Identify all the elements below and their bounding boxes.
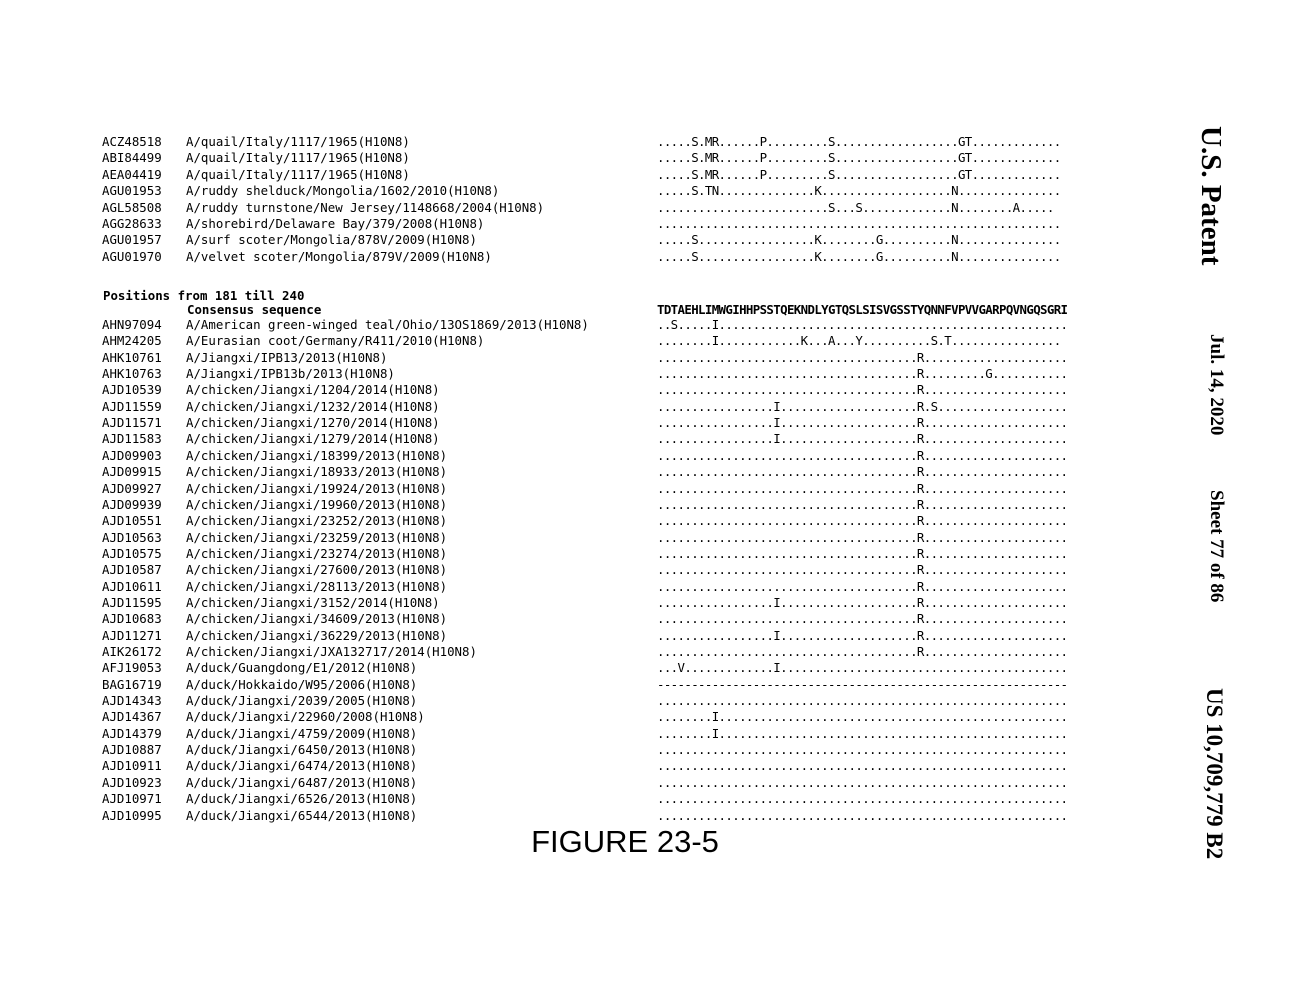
accession-id: AJD09903 [102, 447, 162, 463]
accession-id: AJD10587 [102, 562, 162, 578]
accession-id: AGU01957 [102, 232, 162, 248]
alignment-row [0, 709, 1150, 725]
alignment-row [0, 628, 1150, 644]
strain-name: A/shorebird/Delaware Bay/379/2008(H10N8) [186, 216, 485, 231]
sequence-alignment: .................I....................R..................... [657, 431, 1068, 447]
sequence-alignment: ........I................................................... [657, 725, 1068, 741]
alignment-row [0, 366, 1150, 382]
accession-id: BAG16719 [102, 676, 162, 692]
sequence-alignment: ......................................R.........G........... [657, 366, 1068, 382]
sequence-alignment: ............................................................ [657, 807, 1068, 823]
sequence-alignment: ........................................................... [657, 216, 1061, 231]
alignment-row [0, 448, 1150, 464]
sequence-alignment: ............................................................ [657, 758, 1068, 774]
strain-name: A/chicken/Jiangxi/34609/2013(H10N8) [186, 611, 448, 627]
accession-id: AGU01953 [102, 183, 162, 199]
accession-id: AHK10761 [102, 349, 162, 365]
sequence-alignment: .........................S...S.............N........A..... [657, 199, 1054, 215]
alignment-row [0, 167, 1150, 183]
accession-id: AJD14343 [102, 693, 162, 709]
sequence-alignment: .....S.MR......P.........S..................GT............. [657, 166, 1061, 182]
strain-name: A/chicken/Jiangxi/1232/2014(H10N8) [186, 398, 440, 414]
strain-name: A/quail/Italy/1117/1965(H10N8) [186, 134, 410, 149]
sequence-alignment: ............................................................ [657, 693, 1068, 709]
accession-id: AJD10611 [102, 578, 162, 594]
alignment-row [0, 562, 1150, 578]
strain-name: A/duck/Jiangxi/6474/2013(H10N8) [186, 758, 418, 774]
strain-name: A/duck/Jiangxi/22960/2008(H10N8) [186, 709, 425, 725]
strain-name: A/chicken/Jiangxi/27600/2013(H10N8) [186, 562, 448, 578]
alignment-row [0, 150, 1150, 166]
strain-name: A/chicken/Jiangxi/3152/2014(H10N8) [186, 594, 440, 610]
sequence-alignment: ........I................................................... [657, 709, 1068, 725]
accession-id: AJD10923 [102, 774, 162, 790]
strain-name: A/chicken/Jiangxi/23274/2013(H10N8) [186, 545, 448, 561]
alignment-row [0, 317, 1150, 333]
accession-id: AJD11271 [102, 627, 162, 643]
strain-name: A/duck/Jiangxi/6487/2013(H10N8) [186, 774, 418, 790]
strain-name: A/quail/Italy/1117/1965(H10N8) [186, 150, 410, 166]
accession-id: AJD09927 [102, 480, 162, 496]
consensus-sequence: TDTAEHLIMWGIHHPSSTQEKNDLYGTQSLSISVGSSTYQNNFVPVVGARPQVNGQSGRI [657, 302, 1068, 317]
accession-id: AHM24205 [102, 333, 162, 349]
strain-name: A/chicken/Jiangxi/19924/2013(H10N8) [186, 480, 448, 496]
patent-number: US 10,709,779 B2 [1202, 688, 1227, 860]
accession-id: AJD10575 [102, 545, 162, 561]
strain-name: A/chicken/Jiangxi/19960/2013(H10N8) [186, 496, 448, 512]
strain-name: A/duck/Jiangxi/6544/2013(H10N8) [186, 807, 418, 823]
sequence-alignment: ..S.....I................................................... [657, 317, 1068, 332]
sequence-alignment: ......................................R..................... [657, 529, 1068, 545]
alignment-row [0, 791, 1150, 807]
alignment-row [0, 677, 1150, 693]
strain-name: A/chicken/Jiangxi/JXA132717/2014(H10N8) [186, 644, 477, 659]
accession-id: AGG28633 [102, 216, 162, 231]
accession-id: AFJ19053 [102, 660, 162, 676]
sequence-alignment: ......................................R..................... [657, 349, 1068, 365]
sequence-alignment: .................I....................R..................... [657, 594, 1068, 610]
alignment-row [0, 497, 1150, 513]
accession-id: AJD10563 [102, 529, 162, 545]
sequence-alignment: .....S.TN..............K...................N............... [657, 183, 1061, 199]
section-title: Positions from 181 till 240 [103, 288, 305, 303]
alignment-row [0, 742, 1150, 758]
accession-id: AJD14379 [102, 725, 162, 741]
accession-id: AJD10539 [102, 382, 162, 398]
accession-id: AHN97094 [102, 317, 162, 332]
sequence-alignment: ......................................R..................... [657, 578, 1068, 594]
sequence-alignment: ......................................R..................... [657, 562, 1068, 578]
sequence-alignment: ......................................R..................... [657, 545, 1068, 561]
strain-name: A/Jiangxi/IPB13/2013(H10N8) [186, 349, 388, 365]
sequence-alignment: ............................................................ [657, 791, 1068, 807]
alignment-row [0, 249, 1150, 265]
alignment-row [0, 530, 1150, 546]
accession-id: AIK26172 [102, 644, 162, 659]
alignment-row [0, 399, 1150, 415]
sequence-alignment: .................I....................R.S................... [657, 398, 1068, 414]
alignment-row [0, 611, 1150, 627]
alignment-row [0, 431, 1150, 447]
strain-name: A/chicken/Jiangxi/28113/2013(H10N8) [186, 578, 448, 594]
sequence-alignment: ...V.............I.......................................... [657, 660, 1068, 676]
accession-id: ABI84499 [102, 150, 162, 166]
strain-name: A/ruddy shelduck/Mongolia/1602/2010(H10N8) [186, 183, 500, 199]
strain-name: A/Eurasian coot/Germany/R411/2010(H10N8) [186, 333, 485, 349]
alignment-row [0, 644, 1150, 660]
strain-name: A/chicken/Jiangxi/23252/2013(H10N8) [186, 513, 448, 529]
sequence-alignment: ......................................R..................... [657, 496, 1068, 512]
strain-name: A/chicken/Jiangxi/1204/2014(H10N8) [186, 382, 440, 398]
sequence-alignment: .................I....................R..................... [657, 627, 1068, 643]
strain-name: A/duck/Jiangxi/2039/2005(H10N8) [186, 693, 418, 709]
accession-id: AGL58508 [102, 199, 162, 215]
sequence-alignment: ......................................R..................... [657, 447, 1068, 463]
figure-label: FIGURE 23-5 [531, 824, 719, 859]
alignment-row [0, 134, 1150, 150]
accession-id: AJD14367 [102, 709, 162, 725]
sequence-alignment: .....S.................K........G..........N............... [657, 232, 1061, 248]
patent-date: Jul. 14, 2020 [1206, 334, 1227, 436]
strain-name: A/quail/Italy/1117/1965(H10N8) [186, 166, 410, 182]
strain-name: A/chicken/Jiangxi/36229/2013(H10N8) [186, 627, 448, 643]
accession-id: AJD10995 [102, 807, 162, 823]
accession-id: AGU01970 [102, 248, 162, 264]
strain-name: A/chicken/Jiangxi/1279/2014(H10N8) [186, 431, 440, 447]
accession-id: AHK10763 [102, 366, 162, 382]
sequence-alignment: .................I....................R..................... [657, 415, 1068, 431]
sequence-alignment: ......................................R..................... [657, 513, 1068, 529]
accession-id: AJD11595 [102, 594, 162, 610]
sequence-alignment: ------------------------------------------------------------ [657, 676, 1068, 692]
strain-name: A/chicken/Jiangxi/18933/2013(H10N8) [186, 464, 448, 480]
strain-name: A/Jiangxi/IPB13b/2013(H10N8) [186, 366, 395, 382]
sequence-alignment: ......................................R..................... [657, 611, 1068, 627]
patent-title: U.S. Patent [1195, 126, 1227, 266]
sequence-alignment: ......................................R..................... [657, 480, 1068, 496]
alignment-row [0, 513, 1150, 529]
accession-id: AJD09915 [102, 464, 162, 480]
alignment-row [0, 350, 1150, 366]
alignment-row [0, 232, 1150, 248]
sequence-alignment: ........I............K...A...Y..........S.T................ [657, 333, 1061, 349]
accession-id: ACZ48518 [102, 134, 162, 149]
alignment-row [0, 200, 1150, 216]
sheet-number: Sheet 77 of 86 [1206, 490, 1227, 603]
strain-name: A/duck/Jiangxi/6526/2013(H10N8) [186, 791, 418, 807]
accession-id: AJD09939 [102, 496, 162, 512]
strain-name: A/chicken/Jiangxi/18399/2013(H10N8) [186, 447, 448, 463]
alignment-row [0, 183, 1150, 199]
accession-id: AJD11583 [102, 431, 162, 447]
alignment-row [0, 415, 1150, 431]
accession-id: AJD10971 [102, 791, 162, 807]
accession-id: AJD10683 [102, 611, 162, 627]
alignment-row [0, 333, 1150, 349]
sequence-alignment: .....S.MR......P.........S..................GT............. [657, 134, 1061, 149]
accession-id: AJD11559 [102, 398, 162, 414]
accession-id: AJD10911 [102, 758, 162, 774]
strain-name: A/ruddy turnstone/New Jersey/1148668/2004(H10N8) [186, 199, 545, 215]
alignment-row [0, 775, 1150, 791]
alignment-row [0, 579, 1150, 595]
accession-id: AEA04419 [102, 166, 162, 182]
alignment-row [0, 464, 1150, 480]
alignment-row [0, 216, 1150, 232]
accession-id: AJD11571 [102, 415, 162, 431]
sequence-alignment: .....S.................K........G..........N............... [657, 248, 1061, 264]
alignment-row [0, 481, 1150, 497]
accession-id: AJD10551 [102, 513, 162, 529]
accession-id: AJD10887 [102, 742, 162, 758]
alignment-row [0, 693, 1150, 709]
alignment-row [0, 595, 1150, 611]
strain-name: A/velvet scoter/Mongolia/879V/2009(H10N8) [186, 248, 492, 264]
strain-name: A/American green-winged teal/Ohio/13OS1869/2013(H10N8) [186, 317, 589, 332]
alignment-row [0, 382, 1150, 398]
alignment-row [0, 758, 1150, 774]
strain-name: A/duck/Hokkaido/W95/2006(H10N8) [186, 676, 418, 692]
sequence-alignment: ......................................R..................... [657, 644, 1068, 659]
sequence-alignment: ............................................................ [657, 742, 1068, 758]
strain-name: A/duck/Jiangxi/4759/2009(H10N8) [186, 725, 418, 741]
strain-name: A/surf scoter/Mongolia/878V/2009(H10N8) [186, 232, 477, 248]
sequence-alignment: .....S.MR......P.........S..................GT............. [657, 150, 1061, 166]
strain-name: A/chicken/Jiangxi/1270/2014(H10N8) [186, 415, 440, 431]
alignment-row [0, 726, 1150, 742]
strain-name: A/duck/Guangdong/E1/2012(H10N8) [186, 660, 418, 676]
strain-name: A/chicken/Jiangxi/23259/2013(H10N8) [186, 529, 448, 545]
sequence-alignment: ............................................................ [657, 774, 1068, 790]
alignment-row [0, 546, 1150, 562]
sequence-alignment: ......................................R..................... [657, 464, 1068, 480]
consensus-label: Consensus sequence [187, 302, 322, 317]
strain-name: A/duck/Jiangxi/6450/2013(H10N8) [186, 742, 418, 758]
alignment-row [0, 660, 1150, 676]
sequence-alignment: ......................................R..................... [657, 382, 1068, 398]
